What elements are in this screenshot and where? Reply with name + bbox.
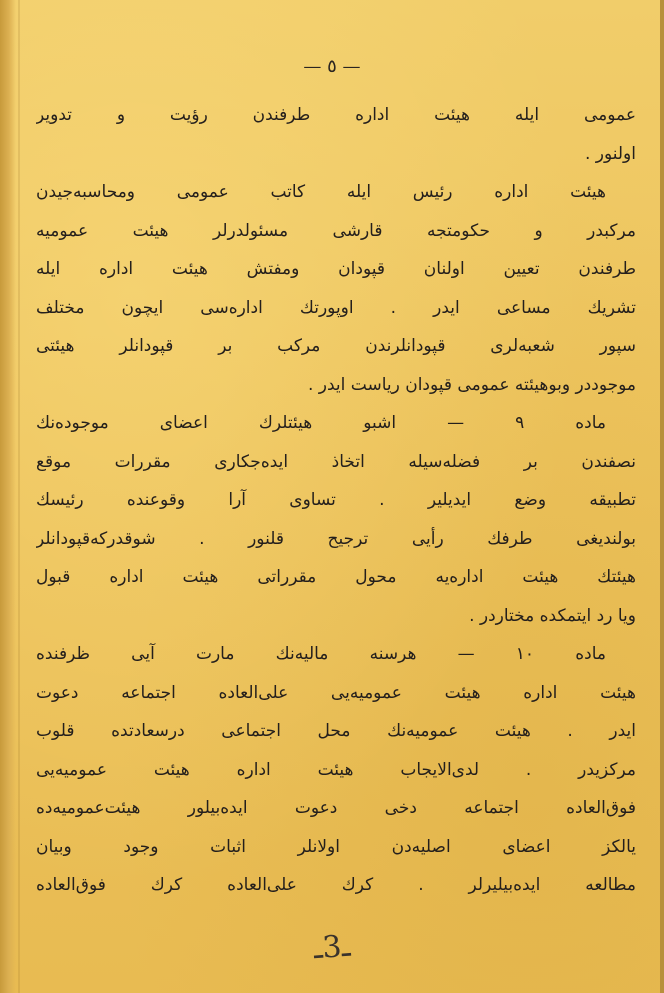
text-line: سپور شعبه‌لری قپودانلرندن مرکب بر قپودانلر هیئتی	[36, 336, 636, 356]
paper-fold-line	[18, 0, 20, 993]
text-line: مطالعه ایده‌بیلیرلر . کرك علی‌العاده کرك فوق‌العاده	[36, 875, 636, 895]
text-line: تشریك مساعی ایدر . اوپورتك اداره‌سی ایچون مختلف	[36, 297, 636, 318]
text-line: فوق‌العاده اجتماعه دخی دعوت ایده‌بیلور هیئت‌عمومیه‌ده	[36, 798, 636, 818]
text-line: هیئت اداره هیئت عمومیه‌یی علی‌العاده اجتماعه دعوت	[36, 682, 636, 703]
text-line: هیئت اداره رئیس ایله کاتب عمومی ومحاسبه‌جیدن	[36, 182, 606, 202]
text-line: مرکبدر و حکومتجه قارشی مسئولدرلر هیئت عمومیه	[36, 220, 636, 241]
text-line: نصفندن بر فضله‌سیله اتخاذ ایده‌جکاری مقررات موقع	[36, 451, 636, 472]
paper-left-edge	[0, 0, 16, 993]
body-text	[36, 96, 636, 905]
text-line: هیئتك هیئت اداره‌یه محول مقرراتی هیئت اداره قبول	[36, 567, 636, 587]
paper-right-edge	[660, 0, 664, 993]
page-number: — ٥ —	[303, 56, 361, 77]
text-line: اولنور .	[584, 143, 636, 164]
text-line: یالکز اعضای اصلیه‌دن اولانلر اثبات وجود وبیان	[36, 836, 636, 857]
text-line: ایدر . هیئت عمومیه‌نك محل اجتماعی درسعادتده قلوب	[36, 721, 636, 741]
text-line: تطبیقه وضع ایدیلیر . تساوی آرا وقوعنده رئیسك	[36, 490, 636, 510]
text-line: ماده ۱۰ — هرسنه مالیه‌نك مارت آیی ظرفنده	[36, 644, 606, 664]
text-line: ماده ۹ — اشبو هیئتلرك اعضای موجوده‌نك	[36, 413, 606, 433]
text-line: عمومی ایله هیئت اداره طرفندن رؤیت و تدویر	[36, 105, 636, 125]
text-line: بولندیغی طرفك رأیی ترجیح قلنور . شوقدرکه‌قپودانلر	[36, 528, 636, 549]
text-line: موجوددر وبوهیئته عمومی قپودان ریاست ایدر .	[307, 374, 636, 395]
text-line: طرفندن تعیین اولنان قپودان ومفتش هیئت اداره ایله	[36, 259, 636, 279]
text-line: مرکزیدر . لدی‌الایجاب هیئت اداره هیئت عمومیه‌یی	[36, 759, 636, 780]
handwritten-mark: ـ3ـ	[312, 928, 352, 967]
text-line: ویا رد ایتمکده مختاردر .	[469, 605, 636, 626]
